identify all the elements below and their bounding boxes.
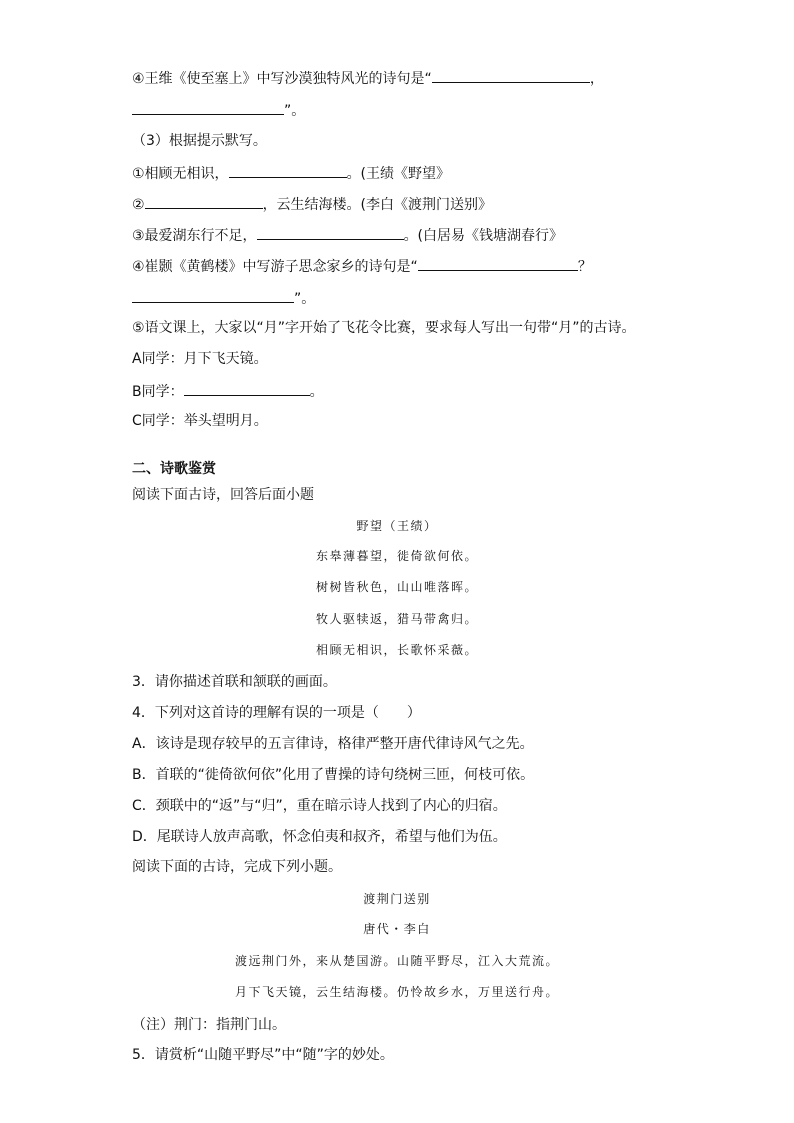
poem-line: 渡远荆门外，来从楚国游。山随平野尽，江入大荒流。 bbox=[234, 954, 559, 968]
option-b[interactable]: B．首联的“徙倚欲何依”化用了曹操的诗句绕树三匝，何枝可依。 bbox=[132, 767, 535, 783]
question-3: 3．请你描述首联和颔联的画面。 bbox=[132, 674, 337, 690]
fill-item-5: ⑤语文课上，大家以“月”字开始了飞花令比赛，要求每人写出一句带“月”的古诗。 bbox=[132, 320, 636, 336]
option-a[interactable]: A．该诗是现存较早的五言律诗，格律严整开唐代律诗风气之先。 bbox=[132, 736, 534, 752]
reading-intro: 阅读下面古诗，回答后面小题 bbox=[132, 487, 314, 503]
answer-blank[interactable] bbox=[132, 100, 284, 115]
fill-item-4-cont bbox=[132, 288, 315, 308]
poem-title: 野望（王绩） bbox=[356, 519, 438, 533]
reading-intro-2: 阅读下面的古诗，完成下列小题。 bbox=[132, 859, 342, 875]
item-source: 。(王绩《野望》 bbox=[346, 166, 451, 182]
poem-line: 东皋薄暮望，徙倚欲何依。 bbox=[315, 549, 478, 563]
item-source: 。(白居易《钱塘湖春行》 bbox=[403, 228, 564, 244]
fill-question-wangwei bbox=[132, 68, 604, 88]
question-5: 5．请赏析“山随平野尽”中“随”字的妙处。 bbox=[132, 1047, 394, 1063]
student-b bbox=[132, 381, 324, 401]
item-text: ④崔颢《黄鹤楼》中写游子思念家乡的诗句是“ bbox=[132, 259, 418, 275]
answer-blank[interactable] bbox=[145, 194, 263, 209]
punctuation: 。 bbox=[309, 384, 324, 400]
item-text: ③最爱湖东行不足， bbox=[132, 228, 257, 244]
question-4: 4．下列对这首诗的理解有误的一项是（ ） bbox=[132, 705, 421, 721]
fill-item-2 bbox=[132, 194, 492, 214]
fill-question-wangwei-cont bbox=[132, 100, 305, 120]
poem-author: 唐代・李白 bbox=[363, 922, 431, 936]
student-a: A同学：月下飞天镜。 bbox=[132, 351, 268, 367]
poem-title: 渡荆门送别 bbox=[363, 892, 431, 906]
poem-line: 月下飞天镜，云生结海楼。仍怜故乡水，万里送行舟。 bbox=[234, 985, 559, 999]
punctuation: ”。 bbox=[294, 291, 316, 307]
fill-item-4 bbox=[132, 256, 592, 276]
annotation-note: （注）荆门：指荆门山。 bbox=[132, 1017, 286, 1033]
answer-blank[interactable] bbox=[432, 68, 590, 83]
answer-blank[interactable] bbox=[184, 381, 310, 396]
part-heading: 二、诗歌鉴赏 bbox=[132, 461, 216, 477]
fill-item-1 bbox=[132, 163, 450, 183]
option-c[interactable]: C．颈联中的“返”与“归”，重在暗示诗人找到了内心的归宿。 bbox=[132, 798, 507, 814]
punctuation: ？ bbox=[577, 259, 592, 275]
punctuation: ”。 bbox=[284, 103, 306, 119]
poem-line: 相顾无相识，长歌怀采薇。 bbox=[315, 643, 478, 657]
item-text: ，云生结海楼。(李白《渡荆门送别》 bbox=[262, 197, 493, 213]
poem-line: 树树皆秋色，山山唯落晖。 bbox=[315, 580, 478, 594]
fill-item-3 bbox=[132, 225, 563, 245]
question-text: ④王维《使至塞上》中写沙漠独特风光的诗句是“ bbox=[132, 71, 432, 87]
item-number: ② bbox=[132, 197, 145, 213]
option-d[interactable]: D．尾联诗人放声高歌，怀念伯夷和叔齐，希望与他们为伍。 bbox=[132, 829, 507, 845]
answer-blank[interactable] bbox=[229, 163, 347, 178]
student-c: C同学：举头望明月。 bbox=[132, 413, 268, 429]
answer-blank[interactable] bbox=[132, 288, 294, 303]
poem-line: 牧人驱犊返，猎马带禽归。 bbox=[315, 612, 478, 626]
section-heading: （3）根据提示默写。 bbox=[132, 133, 267, 149]
answer-blank[interactable] bbox=[418, 256, 578, 271]
student-label: B同学： bbox=[132, 384, 184, 400]
answer-blank[interactable] bbox=[257, 225, 404, 240]
punctuation: ， bbox=[589, 71, 604, 87]
item-text: ①相顾无相识， bbox=[132, 166, 229, 182]
